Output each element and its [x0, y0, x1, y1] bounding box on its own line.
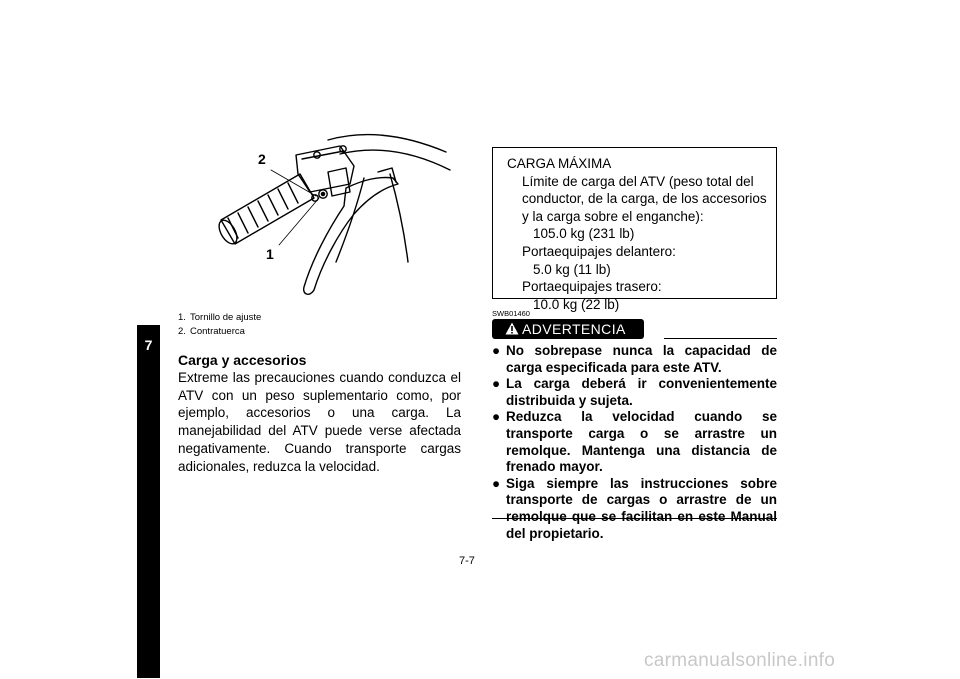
warning-text: No sobrepase nunca la capacidad de carga especificada para este ATV.: [506, 343, 777, 375]
brake-lever: [304, 177, 398, 294]
master-cylinder: [296, 146, 354, 192]
section-title: Carga y accesorios: [178, 352, 307, 368]
leader-line-2: [271, 170, 316, 196]
leader-line-1: [279, 198, 319, 245]
warning-bottom-rule: [492, 518, 777, 519]
callout-1: 1: [266, 246, 274, 262]
watermark: carmanualsonline.info: [644, 650, 836, 671]
warning-code: SWB01460: [492, 309, 530, 318]
warning-rule: [664, 338, 777, 339]
page-number: 7-7: [459, 555, 475, 567]
warning-badge: [492, 319, 644, 339]
caption-number: 1.: [178, 312, 186, 323]
warning-text: Reduzca la velocidad cuando se transporte carga o se arrastre un remolque. Mantenga una distancia de frenado mayor.: [506, 409, 777, 475]
warning-text: Siga siempre las instrucciones sobre transporte de cargas o arrastre de un remolque que se facilitan en este Manual del propietario.: [506, 475, 777, 541]
caption-text: Contratuerca: [190, 326, 245, 337]
rear-rack-value: 10.0 kg (22 lb): [533, 296, 620, 312]
warning-item: [492, 376, 777, 409]
caption-item: [178, 311, 261, 325]
brake-cable: [390, 174, 408, 262]
caption-item: [178, 325, 261, 339]
bullet-icon: ●: [492, 376, 501, 392]
figure-captions: [178, 311, 261, 339]
warning-list: [492, 343, 777, 542]
warning-label: ADVERTENCIA: [522, 321, 626, 337]
warning-item: [492, 476, 777, 542]
brake-lever-illustration: [178, 122, 463, 302]
warning-text: La carga deberá ir convenientemente distribuida y sujeta.: [506, 376, 777, 408]
front-rack-label: Portaequipajes delantero:: [522, 243, 676, 259]
body-paragraph: Extreme las precauciones cuando conduzca el ATV con un peso suplementario como, por ejemplo, accesorios o una carga. La manejabilidad del ATV puede verse afectada negativamente. Cuando transporte cargas adicionales, reduzca la velocidad.: [178, 370, 461, 474]
rear-rack-label: Portaequipajes trasero:: [522, 279, 662, 295]
lever-pivot-bracket: [378, 168, 396, 182]
bullet-icon: ●: [492, 475, 501, 491]
callout-2: 2: [258, 151, 266, 167]
chapter-tab: 7: [137, 325, 160, 678]
warning-item: [492, 409, 777, 475]
caption-text: Tornillo de ajuste: [190, 312, 262, 323]
cap-screw-left: [314, 152, 320, 158]
total-load-value: 105.0 kg (231 lb): [533, 226, 635, 242]
warning-header: [492, 319, 777, 341]
warning-item: [492, 343, 777, 376]
front-rack-value: 5.0 kg (11 lb): [533, 261, 611, 277]
caption-number: 2.: [178, 326, 186, 337]
warning-triangle-icon: [505, 322, 519, 335]
bullet-icon: ●: [492, 409, 501, 425]
grip-outline: [221, 174, 314, 244]
brake-lever-figure: [178, 122, 463, 302]
max-load-box: [492, 147, 777, 312]
bullet-icon: ●: [492, 343, 501, 358]
total-load-label: Límite de carga del ATV (peso total del conductor, de la carga, de los accesorios y la carga sobre el enganche):: [522, 173, 767, 224]
lever-clamp: [328, 168, 350, 196]
handlebar-lower-line: [340, 150, 450, 170]
spec-title: CARGA MÁXIMA: [507, 156, 612, 171]
